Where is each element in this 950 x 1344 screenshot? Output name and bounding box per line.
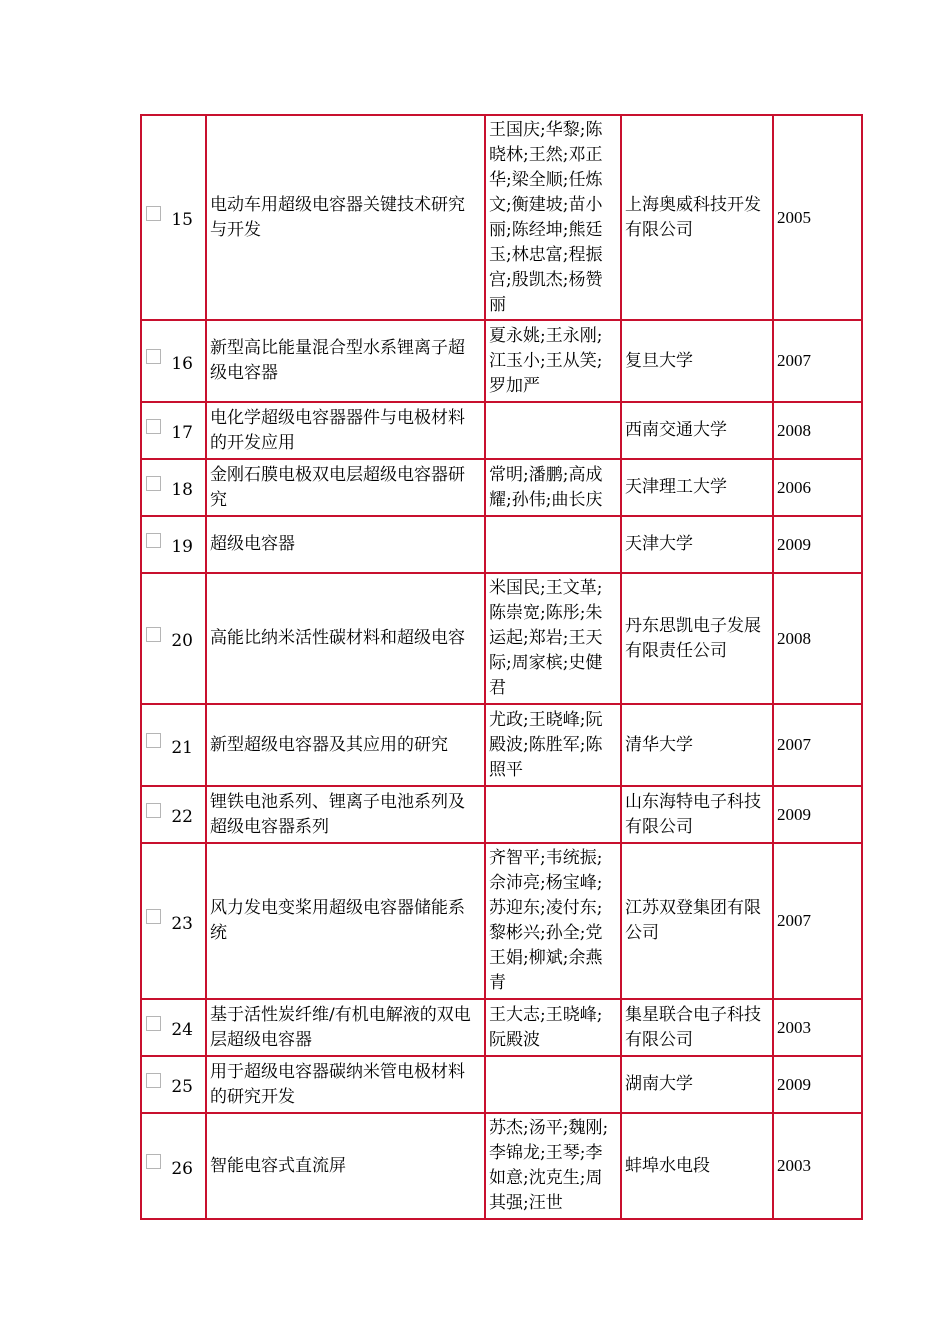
project-authors: 常明;潘鹏;高成耀;孙伟;曲长庆 [485,459,621,516]
project-organization: 集星联合电子科技有限公司 [621,999,773,1056]
row-select-cell [141,573,206,704]
row-number: 21 [171,737,193,758]
project-title: 电动车用超级电容器关键技术研究与开发 [206,115,485,320]
row-select-cell [141,786,206,843]
row-number: 22 [171,807,193,827]
project-organization: 上海奥威科技开发有限公司 [621,115,773,320]
project-authors: 王国庆;华黎;陈晓林;王然;邓正华;梁全顺;任炼文;衡建坡;苗小丽;陈经坤;熊廷玉;林忠富;程振宫;殷凯杰;杨赞丽 [485,115,621,320]
row-checkbox[interactable] [146,803,161,818]
project-year [773,402,862,459]
row-select-cell [141,402,206,459]
project-title: 用于超级电容器碳纳米管电极材料的研究开发 [206,1056,485,1113]
project-title: 电化学超级电容器器件与电极材料的开发应用 [206,402,485,459]
row-select-cell [141,843,206,999]
project-year [773,786,862,843]
project-title: 锂铁电池系列、锂离子电池系列及超级电容器系列 [206,786,485,843]
project-year-value: 2005 [777,207,811,227]
project-organization: 天津理工大学 [621,459,773,516]
project-year [773,704,862,786]
row-number: 15 [171,210,193,230]
project-year-value: 2003 [777,1156,811,1175]
project-authors [485,786,621,843]
project-authors [485,1056,621,1113]
row-number: 26 [171,1158,193,1179]
project-organization: 复旦大学 [621,320,773,402]
project-title: 高能比纳米活性碳材料和超级电容 [206,573,485,704]
table-row [141,459,862,516]
project-year [773,115,862,320]
project-year [773,1113,862,1219]
project-title: 智能电容式直流屏 [206,1113,485,1219]
project-title: 金刚石膜电极双电层超级电容器研究 [206,459,485,516]
row-select-cell [141,115,206,320]
table-row [141,115,862,320]
project-organization: 蚌埠水电段 [621,1113,773,1219]
row-number: 17 [171,423,193,443]
project-year [773,573,862,704]
project-title: 风力发电变桨用超级电容器储能系统 [206,843,485,999]
project-title: 超级电容器 [206,516,485,573]
project-authors: 米国民;王文革;陈崇宽;陈彤;朱运起;郑岩;王天际;周家槟;史健君 [485,573,621,704]
project-title: 新型超级电容器及其应用的研究 [206,704,485,786]
row-checkbox[interactable] [146,1016,161,1031]
row-select-cell [141,320,206,402]
row-number: 19 [171,537,193,557]
row-checkbox[interactable] [146,1154,161,1169]
row-checkbox[interactable] [146,909,161,924]
project-year-value: 2003 [777,1017,811,1037]
project-year-value: 2007 [777,911,811,930]
row-number: 25 [171,1077,193,1097]
project-year [773,320,862,402]
project-year-value: 2008 [777,420,811,440]
table-row [141,516,862,573]
project-authors [485,516,621,573]
project-organization: 湖南大学 [621,1056,773,1113]
row-checkbox[interactable] [146,419,161,434]
project-organization: 丹东思凯电子发展有限责任公司 [621,573,773,704]
project-year [773,1056,862,1113]
table-row [141,320,862,402]
row-checkbox[interactable] [146,533,161,548]
row-select-cell [141,1113,206,1219]
row-select-cell [141,1056,206,1113]
table-row [141,704,862,786]
project-authors: 尤政;王晓峰;阮殿波;陈胜军;陈照平 [485,704,621,786]
row-checkbox[interactable] [146,349,161,364]
table-row [141,999,862,1056]
project-authors [485,402,621,459]
row-checkbox[interactable] [146,476,161,491]
project-year-value: 2007 [777,735,811,754]
row-number: 23 [171,913,193,934]
project-title: 基于活性炭纤维/有机电解液的双电层超级电容器 [206,999,485,1056]
project-title: 新型高比能量混合型水系锂离子超级电容器 [206,320,485,402]
row-select-cell [141,999,206,1056]
table-row [141,786,862,843]
project-year-value: 2009 [777,1074,811,1094]
project-year [773,459,862,516]
project-year [773,516,862,573]
project-organization: 天津大学 [621,516,773,573]
table-row [141,573,862,704]
row-select-cell [141,459,206,516]
table-row [141,1113,862,1219]
row-select-cell [141,704,206,786]
project-year-value: 2006 [777,477,811,497]
project-organization: 西南交通大学 [621,402,773,459]
table-row [141,402,862,459]
project-authors: 苏杰;汤平;魏刚;李锦龙;王琴;李如意;沈克生;周其强;汪世 [485,1113,621,1219]
project-organization: 江苏双登集团有限公司 [621,843,773,999]
row-number: 16 [171,353,193,374]
project-year-value: 2007 [777,351,811,370]
project-year-value: 2009 [777,534,811,554]
results-table [140,114,863,1220]
project-authors: 夏永姚;王永刚;江玉小;王从笑;罗加严 [485,320,621,402]
row-number: 20 [171,631,193,651]
row-select-cell [141,516,206,573]
row-checkbox[interactable] [146,206,161,221]
project-authors: 齐智平;韦统振;佘沛亮;杨宝峰;苏迎东;凌付东;黎彬兴;孙全;党王娟;柳斌;余燕青 [485,843,621,999]
row-checkbox[interactable] [146,1073,161,1088]
row-number: 24 [171,1020,193,1040]
table-row [141,1056,862,1113]
row-number: 18 [171,480,193,500]
project-organization: 山东海特电子科技有限公司 [621,786,773,843]
project-organization: 清华大学 [621,704,773,786]
results-table-body [141,115,862,1219]
row-checkbox[interactable] [146,627,161,642]
project-year-value: 2008 [777,628,811,648]
project-year [773,843,862,999]
project-authors: 王大志;王晓峰;阮殿波 [485,999,621,1056]
table-row [141,843,862,999]
project-year-value: 2009 [777,804,811,824]
project-year [773,999,862,1056]
row-checkbox[interactable] [146,733,161,748]
